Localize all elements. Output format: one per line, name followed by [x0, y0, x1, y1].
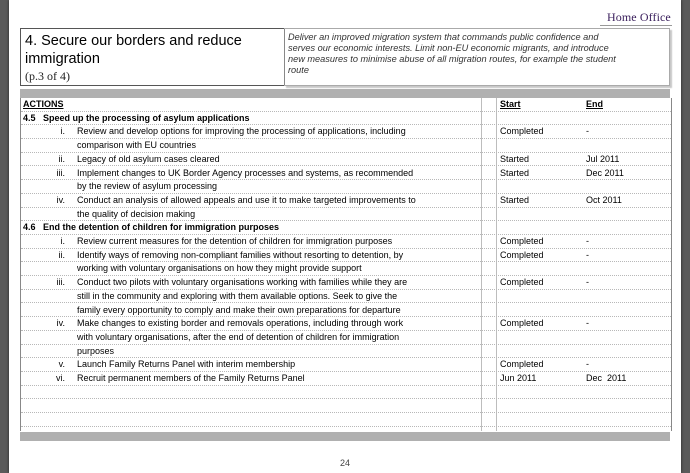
item-number: iv.	[56, 194, 65, 205]
action-text: with voluntary organisations, after the end of detention of children for immigration	[77, 331, 400, 342]
start-status: Completed	[500, 318, 544, 329]
end-date: Jul 2011	[586, 153, 620, 164]
end-date: -	[586, 318, 589, 329]
aim-line: serves our economic interests. Limit non-EU economic migrants, and introduce	[288, 43, 609, 53]
start-status: Completed	[500, 359, 544, 370]
table-row	[21, 208, 671, 222]
table-row	[21, 358, 671, 372]
item-number: iv.	[56, 318, 65, 329]
item-number: v.	[58, 359, 65, 370]
page-title-line-1: 4. Secure our borders and reduce	[25, 33, 242, 49]
action-text: Review current measures for the detention of children for immigration purposes	[77, 236, 393, 246]
end-date: Dec 2011	[586, 373, 627, 383]
table-row	[21, 125, 671, 139]
item-number: iii.	[56, 167, 65, 178]
action-text: the quality of decision making	[77, 208, 196, 219]
action-text: still in the community and exploring with them available options. Seek to give the	[77, 290, 398, 301]
table-row	[21, 413, 671, 427]
table-row	[21, 372, 671, 386]
item-number: ii.	[58, 249, 65, 260]
end-date: -	[586, 277, 589, 288]
start-status: Started	[500, 167, 530, 178]
start-status: Jun 2011	[500, 373, 537, 383]
table-row	[21, 290, 671, 304]
table-bottom-bar	[20, 432, 670, 441]
page-title-line-2: immigration	[25, 51, 100, 67]
start-status: Completed	[500, 236, 544, 246]
table-row	[21, 276, 671, 290]
table-row	[21, 139, 671, 153]
action-text: purposes	[77, 345, 115, 356]
action-text: Conduct an analysis of allowed appeals and use it to make targeted improvements to	[77, 194, 416, 205]
table-row	[21, 317, 671, 331]
item-number: 4.6	[23, 222, 36, 233]
actions-table	[20, 98, 672, 431]
end-date: Dec 2011	[586, 167, 624, 178]
action-text: comparison with EU countries	[77, 140, 197, 151]
table-row	[21, 331, 671, 345]
action-text: Recruit permanent members of the Family Returns Panel	[77, 373, 305, 383]
end-date: -	[586, 236, 589, 246]
aim-line: Deliver an improved migration system that commands public confidence and	[288, 32, 599, 42]
action-text: Review and develop options for improving the processing of applications, including	[77, 126, 406, 137]
page-number: 24	[339, 458, 350, 468]
aim-line: new measures to minimise abuse of all migration routes, for example the student	[288, 54, 616, 64]
table-row	[21, 167, 671, 181]
document-page	[9, 0, 681, 473]
table-row	[21, 153, 671, 167]
end-date: -	[586, 126, 589, 137]
end-date: -	[586, 359, 589, 370]
title-box	[20, 28, 285, 86]
start-status: Completed	[500, 126, 544, 137]
action-text: Launch Family Returns Panel with interim membership	[77, 359, 296, 370]
section-title: Speed up the processing of asylum applications	[43, 112, 250, 123]
table-row	[21, 194, 671, 208]
table-row	[21, 262, 671, 276]
action-text: Implement changes to UK Border Agency processes and systems, as recommended	[77, 167, 414, 178]
actions-header: ACTIONS	[23, 99, 64, 109]
home-office-logo: Home Office	[607, 10, 671, 24]
table-row	[21, 345, 671, 359]
section-row	[21, 112, 671, 126]
end-header: End	[586, 99, 603, 109]
aim-box	[284, 28, 670, 86]
section-title: End the detention of children for immigration purposes	[43, 222, 280, 233]
start-header: Start	[500, 99, 521, 109]
action-text: family every opportunity to comply and make their own preparations for departure	[77, 304, 401, 315]
table-header-row	[21, 98, 671, 112]
item-number: vi.	[56, 373, 65, 383]
aim-line: route	[288, 65, 309, 75]
start-status: Completed	[500, 277, 544, 288]
aim-text	[288, 32, 666, 76]
page-title	[25, 32, 242, 68]
table-row	[21, 386, 671, 400]
logo-underline	[600, 25, 672, 26]
section-row	[21, 221, 671, 235]
start-status: Completed	[500, 249, 544, 260]
item-number: iii.	[56, 277, 65, 288]
table-top-bar	[20, 89, 670, 98]
table-row	[21, 249, 671, 263]
item-number: i.	[60, 126, 65, 137]
item-number: ii.	[58, 153, 65, 164]
table-row	[21, 304, 671, 318]
end-date: -	[586, 249, 589, 260]
action-text: Make changes to existing border and removals operations, including through work	[77, 318, 404, 329]
action-text: Conduct two pilots with voluntary organisations working with families while they are	[77, 277, 408, 288]
item-number: 4.5	[23, 112, 36, 123]
start-status: Started	[500, 194, 530, 205]
start-status: Started	[500, 153, 530, 164]
page-subtitle: (p.3 of 4)	[25, 69, 70, 83]
table-row	[21, 180, 671, 194]
action-text: Legacy of old asylum cases cleared	[77, 153, 220, 164]
end-date: Oct 2011	[586, 194, 622, 205]
action-text: by the review of asylum processing	[77, 181, 218, 192]
action-text: Identify ways of removing non-compliant families without resorting to detention, by	[77, 249, 404, 260]
table-row	[21, 399, 671, 413]
table-row	[21, 235, 671, 249]
item-number: i.	[60, 236, 65, 246]
action-text: working with voluntary organisations on how they might provide support	[77, 263, 362, 274]
